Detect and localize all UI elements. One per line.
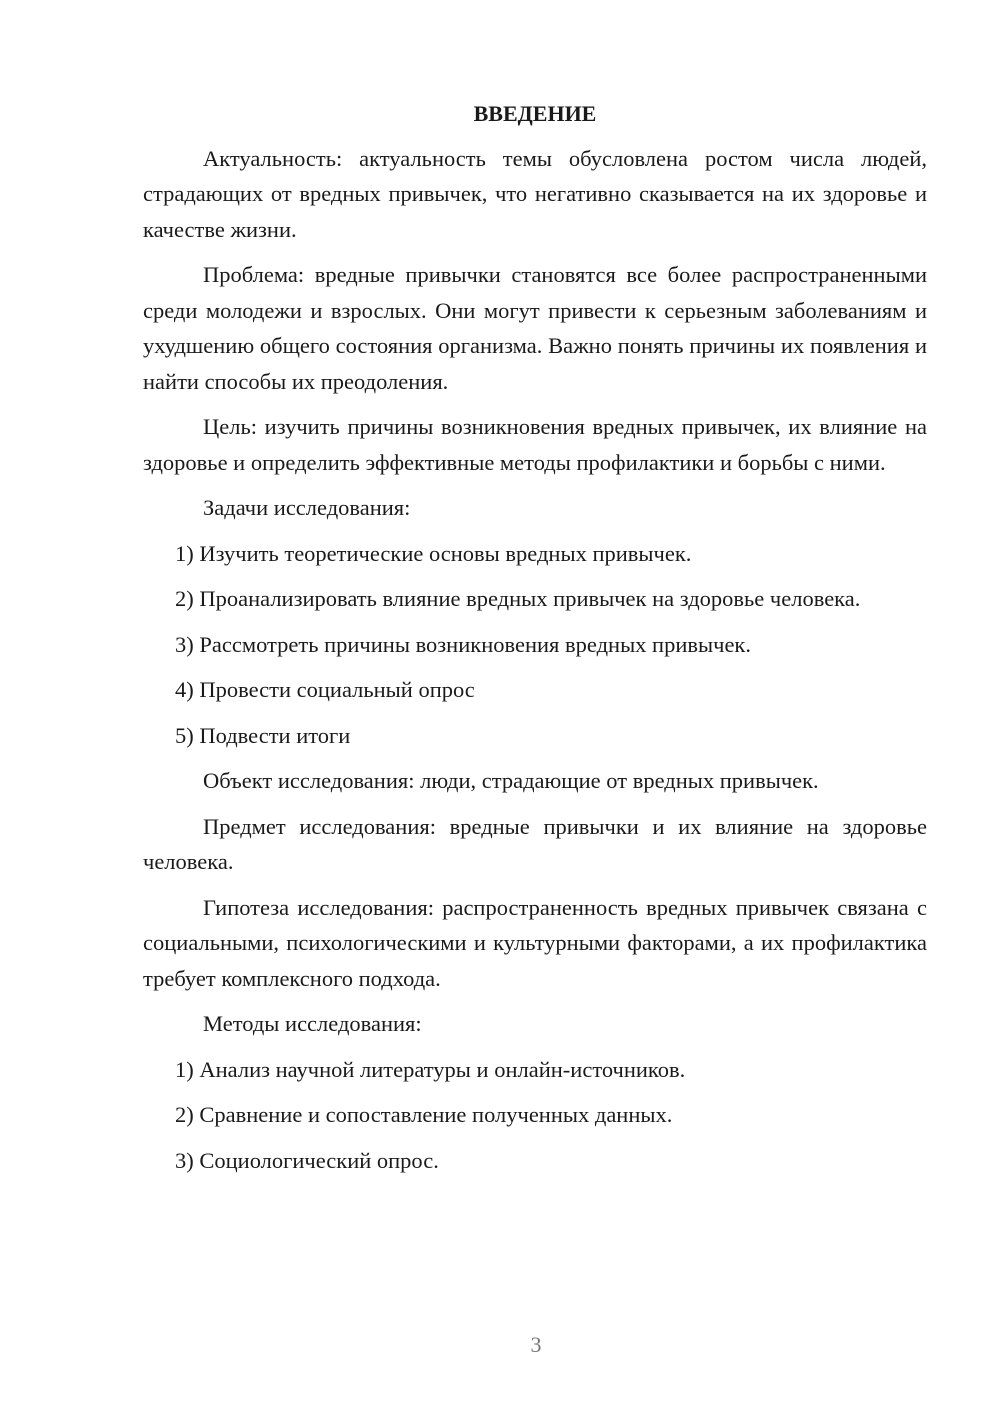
task-item: 5) Подвести итоги: [175, 722, 351, 748]
tasks-heading: Задачи исследования:: [203, 495, 411, 520]
page-body: [143, 96, 927, 1188]
task-item: 4) Провести социальный опрос: [175, 677, 475, 702]
task-item: 3) Рассмотреть причины возникновения вредных привычек.: [175, 631, 751, 657]
methods-heading: Методы исследования:: [203, 1011, 422, 1036]
method-item: 2) Сравнение и сопоставление полученных данных.: [175, 1102, 673, 1127]
relevance-paragraph: Актуальность: актуальность темы обусловлена ростом числа людей, страдающих от вредных привычек, что негативно сказывается на их здоровье и качестве жизни.: [143, 145, 927, 242]
page-title: ВВЕДЕНИЕ: [473, 101, 597, 126]
task-item: 2) Проанализировать влияние вредных привычек на здоровье человека.: [175, 586, 861, 611]
page-number: 3: [530, 1332, 542, 1357]
hypothesis-paragraph: Гипотеза исследования: распространенность вредных привычек связана с социальными, психологическими и культурными факторами, а их профилактика требует комплексного подхода.: [143, 894, 927, 991]
problem-paragraph: Проблема: вредные привычки становятся все более распространенными среди молодежи и взрослых. Они могут привести к серьезным заболеваниям и ухудшению общего состояния организма. Важно понять причины их появления и найти способы их преодоления.: [143, 262, 927, 394]
method-item: 1) Анализ научной литературы и онлайн-источников.: [175, 1056, 686, 1082]
subject-paragraph: Предмет исследования: вредные привычки и их влияние на здоровье человека.: [143, 813, 927, 874]
object-paragraph: Объект исследования: люди, страдающие от вредных привычек.: [203, 768, 819, 793]
goal-paragraph: Цель: изучить причины возникновения вредных привычек, их влияние на здоровье и определить эффективные методы профилактики и борьбы с ними.: [143, 414, 927, 475]
task-item: 1) Изучить теоретические основы вредных привычек.: [175, 540, 692, 566]
method-item: 3) Социологический опрос.: [175, 1147, 439, 1173]
